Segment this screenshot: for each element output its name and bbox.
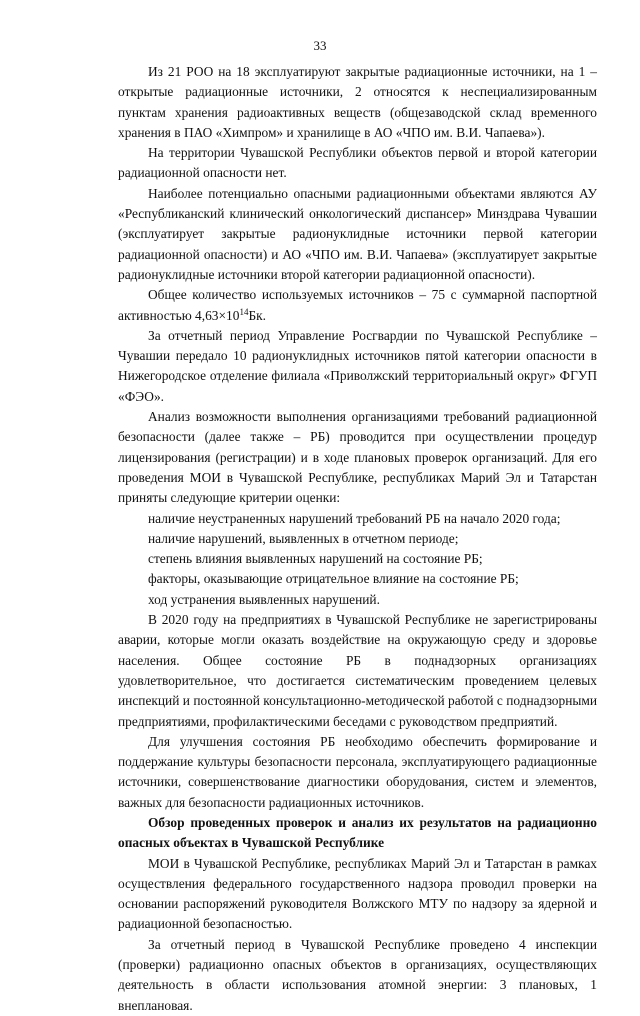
activity-unit: Бк. bbox=[248, 307, 266, 323]
paragraph-inspections-count: За отчетный период в Чувашской Республике проведено 4 инспекции (проверки) радиационно опасных объектов в организациях, осуществляющих деятельность в области использования атомной энергии: 3 плановых, 1 внеплановая. bbox=[118, 936, 597, 1013]
paragraph-total-sources bbox=[118, 285, 597, 326]
total-sources-text: Общее количество используемых источников – 75 с суммарной паспортной активностью 4,63×10 bbox=[118, 287, 597, 323]
criteria-item: факторы, оказывающие отрицательное влияние на состояние РБ; bbox=[148, 571, 519, 587]
paragraph-safety-improvement: Для улучшения состояния РБ необходимо обеспечить формирование и поддержание культуры безопасности персонала, эксплуатирующего радиационные источники, совершенствование диагностики оборудования, систем и элементов, важных для безопасности радиационных источников. bbox=[118, 733, 597, 810]
criteria-item: наличие нарушений, выявленных в отчетном периоде; bbox=[148, 530, 459, 546]
criteria-list bbox=[118, 509, 597, 610]
paragraph-no-accidents-2020: В 2020 году на предприятиях в Чувашской Республике не зарегистрированы аварии, которые могли оказать воздействие на окружающую среду и здоровье населения. Общее состояние РБ в поднадзорных организациях удовлетворительное, что достигается систематическим проведением целевых инспекций и постоянной консультационно-методической работой с поднадзорными предприятиями, профилактическими беседами с руководством предприятий. bbox=[118, 612, 597, 729]
paragraph-safety-analysis: Анализ возможности выполнения организациями требований радиационной безопасности (далее также – РБ) проводится при осуществлении процедур лицензирования (регистрации) и в ходе плановых проверок организаций. Для его проведения МОИ в Чувашской Республике, республиках Марий Эл и Татарстан приняты следующие критерии оценки: bbox=[118, 409, 597, 506]
document-body bbox=[118, 62, 597, 1016]
criteria-item: степень влияния выявленных нарушений на состояние РБ; bbox=[148, 551, 483, 567]
criteria-item: наличие неустраненных нарушений требований РБ на начало 2020 года; bbox=[148, 510, 561, 526]
page-number: 33 bbox=[313, 38, 327, 53]
paragraph-rosgvardia-transfer: За отчетный период Управление Росгвардии по Чувашской Республике – Чувашии передало 10 радионуклидных источников пятой категории опасности в Нижегородское отделение филиала «Приволжский территориальный округ» ФГУП «ФЭО». bbox=[118, 327, 597, 404]
paragraph-roo-sources: Из 21 РОО на 18 эксплуатируют закрытые радиационные источники, на 1 – открытые радиационные источники, 2 относятся к неспециализированным пунктам хранения радиоактивных веществ (общезаводской склад временного хранения в ПАО «Химпром» и хранилище в АО «ЧПО им. В.И. Чапаева»). bbox=[118, 64, 597, 140]
paragraph-federal-supervision: МОИ в Чувашской Республике, республиках Марий Эл и Татарстан в рамках осуществления федерального государственного надзора проводил проверки на основании распоряжений руководителя Волжского МТУ по надзору за ядерной и радиационной безопасностью. bbox=[118, 855, 597, 932]
paragraph-no-high-category: На территории Чувашской Республики объектов первой и второй категории радиационной опасности нет. bbox=[118, 145, 597, 181]
activity-exponent: 14 bbox=[239, 306, 249, 317]
criteria-item: ход устранения выявленных нарушений. bbox=[148, 591, 380, 607]
section-heading: Обзор проведенных проверок и анализ их результатов на радиационно опасных объектах в Чувашской Республике bbox=[118, 814, 597, 851]
paragraph-most-dangerous-objects: Наиболее потенциально опасными радиационными объектами являются АУ «Республиканский клинический онкологический диспансер» Минздрава Чувашии (эксплуатирует закрытые радионуклидные источники первой категории радиационной опасности) и АО «ЧПО им. В.И. Чапаева» (эксплуатирует закрытые радионуклидные источники второй категории радиационной опасности). bbox=[118, 185, 597, 282]
